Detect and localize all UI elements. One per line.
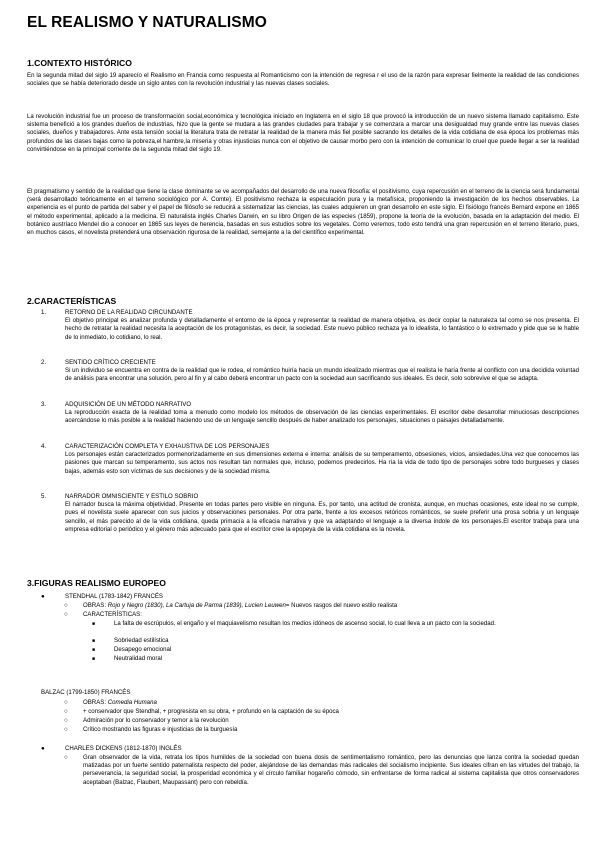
item-heading: RETORNO DE LA REALIDAD CIRCUNDANTE [65, 309, 193, 316]
stendhal-trait [92, 646, 579, 655]
trait-text: Desapego emocional [114, 646, 172, 653]
square-bullet-icon: ■ [92, 638, 96, 644]
stendhal-trait [92, 620, 579, 637]
balzac-works [64, 699, 579, 708]
square-bullet-icon: ■ [92, 647, 96, 653]
dickens-description [64, 754, 579, 804]
sub-bullet-icon: ○ [64, 717, 68, 724]
balzac-point [64, 708, 579, 717]
document-title: EL REALISMO Y NATURALISMO [27, 14, 267, 31]
item-number: 5. [41, 493, 47, 500]
author-stendhal [41, 593, 579, 602]
item-body: Los personajes están caracterizados pormenorizadamente en sus dimensiones externa e interna: análisis de su temperamento, obsesiones, vicios, ansiedades.Una vez que conocemos las pasiones que marcan su temperamento, sus actos nos resultan tan normales que, incluso, podemos predecirlos. Ha ría la vida de todo tipo de personajes sobre todo burgueses y clases bajas, además esto son víctimas de sus decisiones y de la sociedad misma. [65, 451, 579, 475]
trait-text: Neutralidad moral [114, 655, 163, 662]
item-number: 4. [41, 443, 47, 450]
sub-bullet-icon: ○ [64, 611, 68, 618]
works-label: OBRAS: [83, 699, 108, 706]
sub-bullet-icon: ○ [64, 699, 68, 706]
works-title: Comedia Humana [107, 699, 157, 706]
sub-bullet-icon: ○ [64, 708, 68, 715]
characteristics-label: CARACTERÍSTICAS: [83, 611, 142, 618]
point-text: Crítico mostrando las figuras e injusticias de la burguesía [83, 726, 238, 733]
stendhal-works [64, 602, 579, 611]
sub-bullet-icon: ○ [64, 754, 68, 761]
author-name: STENDHAL (1783-1842) FRANCÉS [65, 593, 163, 600]
sub-bullet-icon: ○ [64, 726, 68, 733]
section-heading-figures: 3.FIGURAS REALISMO EUROPEO [27, 578, 166, 588]
author-name: CHARLES DICKENS (1812-1870) INGLÉS [65, 745, 182, 752]
point-text: + conservador que Stendhal, + progresista en su obra, + profundo en la captación de su época [83, 708, 339, 715]
bullet-icon: ● [41, 593, 45, 600]
section-heading-characteristics: 2.CARACTERÍSTICAS [27, 296, 117, 306]
sub-bullet-icon: ○ [64, 602, 68, 609]
point-text: Admiración por lo conservador y temor a la revolución [83, 717, 229, 724]
works-label: OBRAS: [83, 602, 108, 609]
item-heading: ADQUISICIÓN DE UN MÉTODO NARRATIVO [65, 401, 192, 408]
item-body: Si un individuo se encuentra en contra de la realidad que le rodea, el romántico huiría hacia un mundo idealizado mientras que el realista le haría frente al conflicto con una decidida voluntad de análisis para encontrar una solución, pero al fin y al cabo deberá encontrar un pacto con la sociedad aun sacrificando sus ideales. Es decir, solo sobrevive el que se adapta. [65, 367, 579, 383]
item-body: La reproducción exacta de la realidad toma a menudo como modelo los métodos de observación de las ciencias experimentales. El escritor debe desarrollar minuciosas descripciones acercándose lo más posible a la realidad haciendo uso de un lenguaje sencillo después de haber analizado los personajes, situaciones o paisajes detalladamente. [65, 409, 579, 425]
works-note: = Nuevos rasgos del nuevo estilo realista [285, 602, 398, 609]
stendhal-characteristics [64, 611, 579, 620]
works-titles: Rojo y Negro (1830), La Cartuja de Parma (1839), Lucien Leuwen [107, 602, 286, 609]
balzac-point [64, 726, 579, 735]
item-heading: CARACTERIZACIÓN COMPLETA Y EXHAUSTIVA DE LOS PERSONAJES [65, 443, 270, 450]
description-text: Gran observador de la vida, retrata los tipos humildes de la sociedad con buena dosis de sentimentalismo romántico, pero las denuncias que lanza contra la sociedad quedan matizadas por un fuerte sentido paternalista respecto del poder, alejándose de las demandas más radicales del socialismo incipiente. Sus ideales cifran en las virtudes del trabajo, la perseverancia, la seguridad social, la prosperidad económica y el círculo familiar hogareño cómodo, sin enfrentarse de forma radical al sistema capitalista que otros conservadores aceptaban (Balzac, Flaubert, Maupassant) pero con rebeldía. [83, 754, 579, 786]
item-number: 3. [41, 401, 47, 408]
paragraph-industrial-revolution: La revolución industrial fue un proceso de transformación social,económica y tecnológica iniciado en Inglaterra en el siglo 18 que provocó la introducción de un nuevo sistema llamado capitalismo. Este sistema benefició a los grandes dueños de industrias, hizo que la gente se mudara a las grandes ciudades para trabajar y se comenzara a marcar una desigualdad muy grande entre las nuevas clases sociales, dueños y trabajadores. Ante esta tensión social la literatura trata de retratar la realidad de la manera más fiel posible sacrando los detalles de la vida cotidiana de esa época los problemas más profundos de las clases bajas como la pobreza,el hambre,la miseria y otras injusticias nunca con el objetivo de causar morbo pero con la intención de comunicar lo cruel que puede llegar a ser la realidad convirtiéndose en la principal corriente de la segunda mitad del siglo 19. [27, 113, 579, 153]
item-number: 2. [41, 359, 47, 366]
paragraph-realism-origin: En la segunda mitad del siglo 19 aparecío el Realismo en Francia como respuesta al Romanticismo con la intención de regresa r el uso de la razón para expresar fielmente la realidad de las condiciones sociales que se había deteriorado desde un siglo antes con la revolución industrial y las nuevas clases sociales. [27, 72, 579, 88]
author-balzac [41, 689, 579, 698]
author-name: BALZAC (1799-1850) FRANCÉS [41, 689, 131, 696]
item-body: El narrador busca la máxima objetividad. Presente en todas partes pero visible en ninguna. Es, por tanto, una actitud de cronista, aunque, en muchas ocasiones, este ideal no se cumple, pues el novelista suele aparecer con sus juicios y observaciones personales. Por otra parte, frente a los excesos retóricos románticos, se suele preferir una prosa sobria y un lenguaje sencillo, el más parecido al de la vida cotidiana, queda primacía a la eficacia narrativa y que va adaptando el lenguaje a la diversa índole de los personajes.El escritor trabaja para una empresa editorial o periódico y el género más adecuado para que el escritor cree la epopeya de la vida cotidiana es la novela. [65, 501, 579, 533]
author-dickens [41, 745, 579, 754]
square-bullet-icon: ■ [92, 656, 96, 662]
balzac-point [64, 717, 579, 726]
trait-text: La falta de escrúpulos, el engaño y el maquiavelismo resultan los medios idóneos de ascenso social, lo cual lleva a un pacto con la sociedad. [114, 620, 496, 627]
stendhal-trait [92, 655, 579, 664]
item-heading: NARRADOR OMNISCIENTE Y ESTILO SOBRIO [65, 493, 199, 500]
item-heading: SENTIDO CRÍTICO CRECIENTE [65, 359, 156, 366]
item-body: El objetivo principal es analizar profunda y detalladamente el entorno de la época y representar la realidad de manera objetiva, es decir copiar la naturaleza tal como se nos presenta. El hecho de retratar la realidad necesita la aceptación de los protagonistas, es decir, la sociedad. Este nuevo público rechaza ya lo idealista, lo fantástico o lo extremado y pide que se le hable de lo inmediato, lo cotidiano, lo real. [65, 317, 579, 341]
square-bullet-icon: ■ [92, 621, 96, 627]
section-heading-context: 1.CONTEXTO HISTÓRICO [27, 58, 132, 68]
paragraph-positivism: El pragmatismo y sentido de la realidad que tiene la clase dominante se ve acompañados del desarrollo de una nueva filosofía: el positivismo, cuya repercusión en el terreno de la ciencia será fundamental (será desarrollado teóricamente en el terreno sociológico por A. Comte). El positivismo rechaza la especulación pura y la metafísica, proponiendo la investigación de los hechos observables. La experiencia es el punto de partida del saber y el papel de filósofo se reducirá a sistematizar las ciencias, las cuales adquieren un gran desarrollo en este siglo. El fisiólogo francés Bernard expone en 1865 el método experimental, aplicado a la medicina. El naturalista inglés Charles Darwin, en su libro Origen de las especies (1859), propone la teoría de la evolución, basada en la adaptación del medio. El botánico austríaco Mendel dio a conocer en 1865 sus leyes de herencia, basadas en sus estudios sobre los vegetales. Como veremos, todo esto tendrá una gran repercusión en el terreno literario, pues, en muchos casos, el novelista pretenderá una observación rigurosa de la realidad, semejante a la del científico experimental. [27, 188, 579, 237]
item-number: 1. [41, 309, 47, 316]
bullet-icon: ● [41, 745, 45, 752]
trait-text: Sobriedad estilística [114, 637, 169, 644]
stendhal-trait [92, 637, 579, 646]
